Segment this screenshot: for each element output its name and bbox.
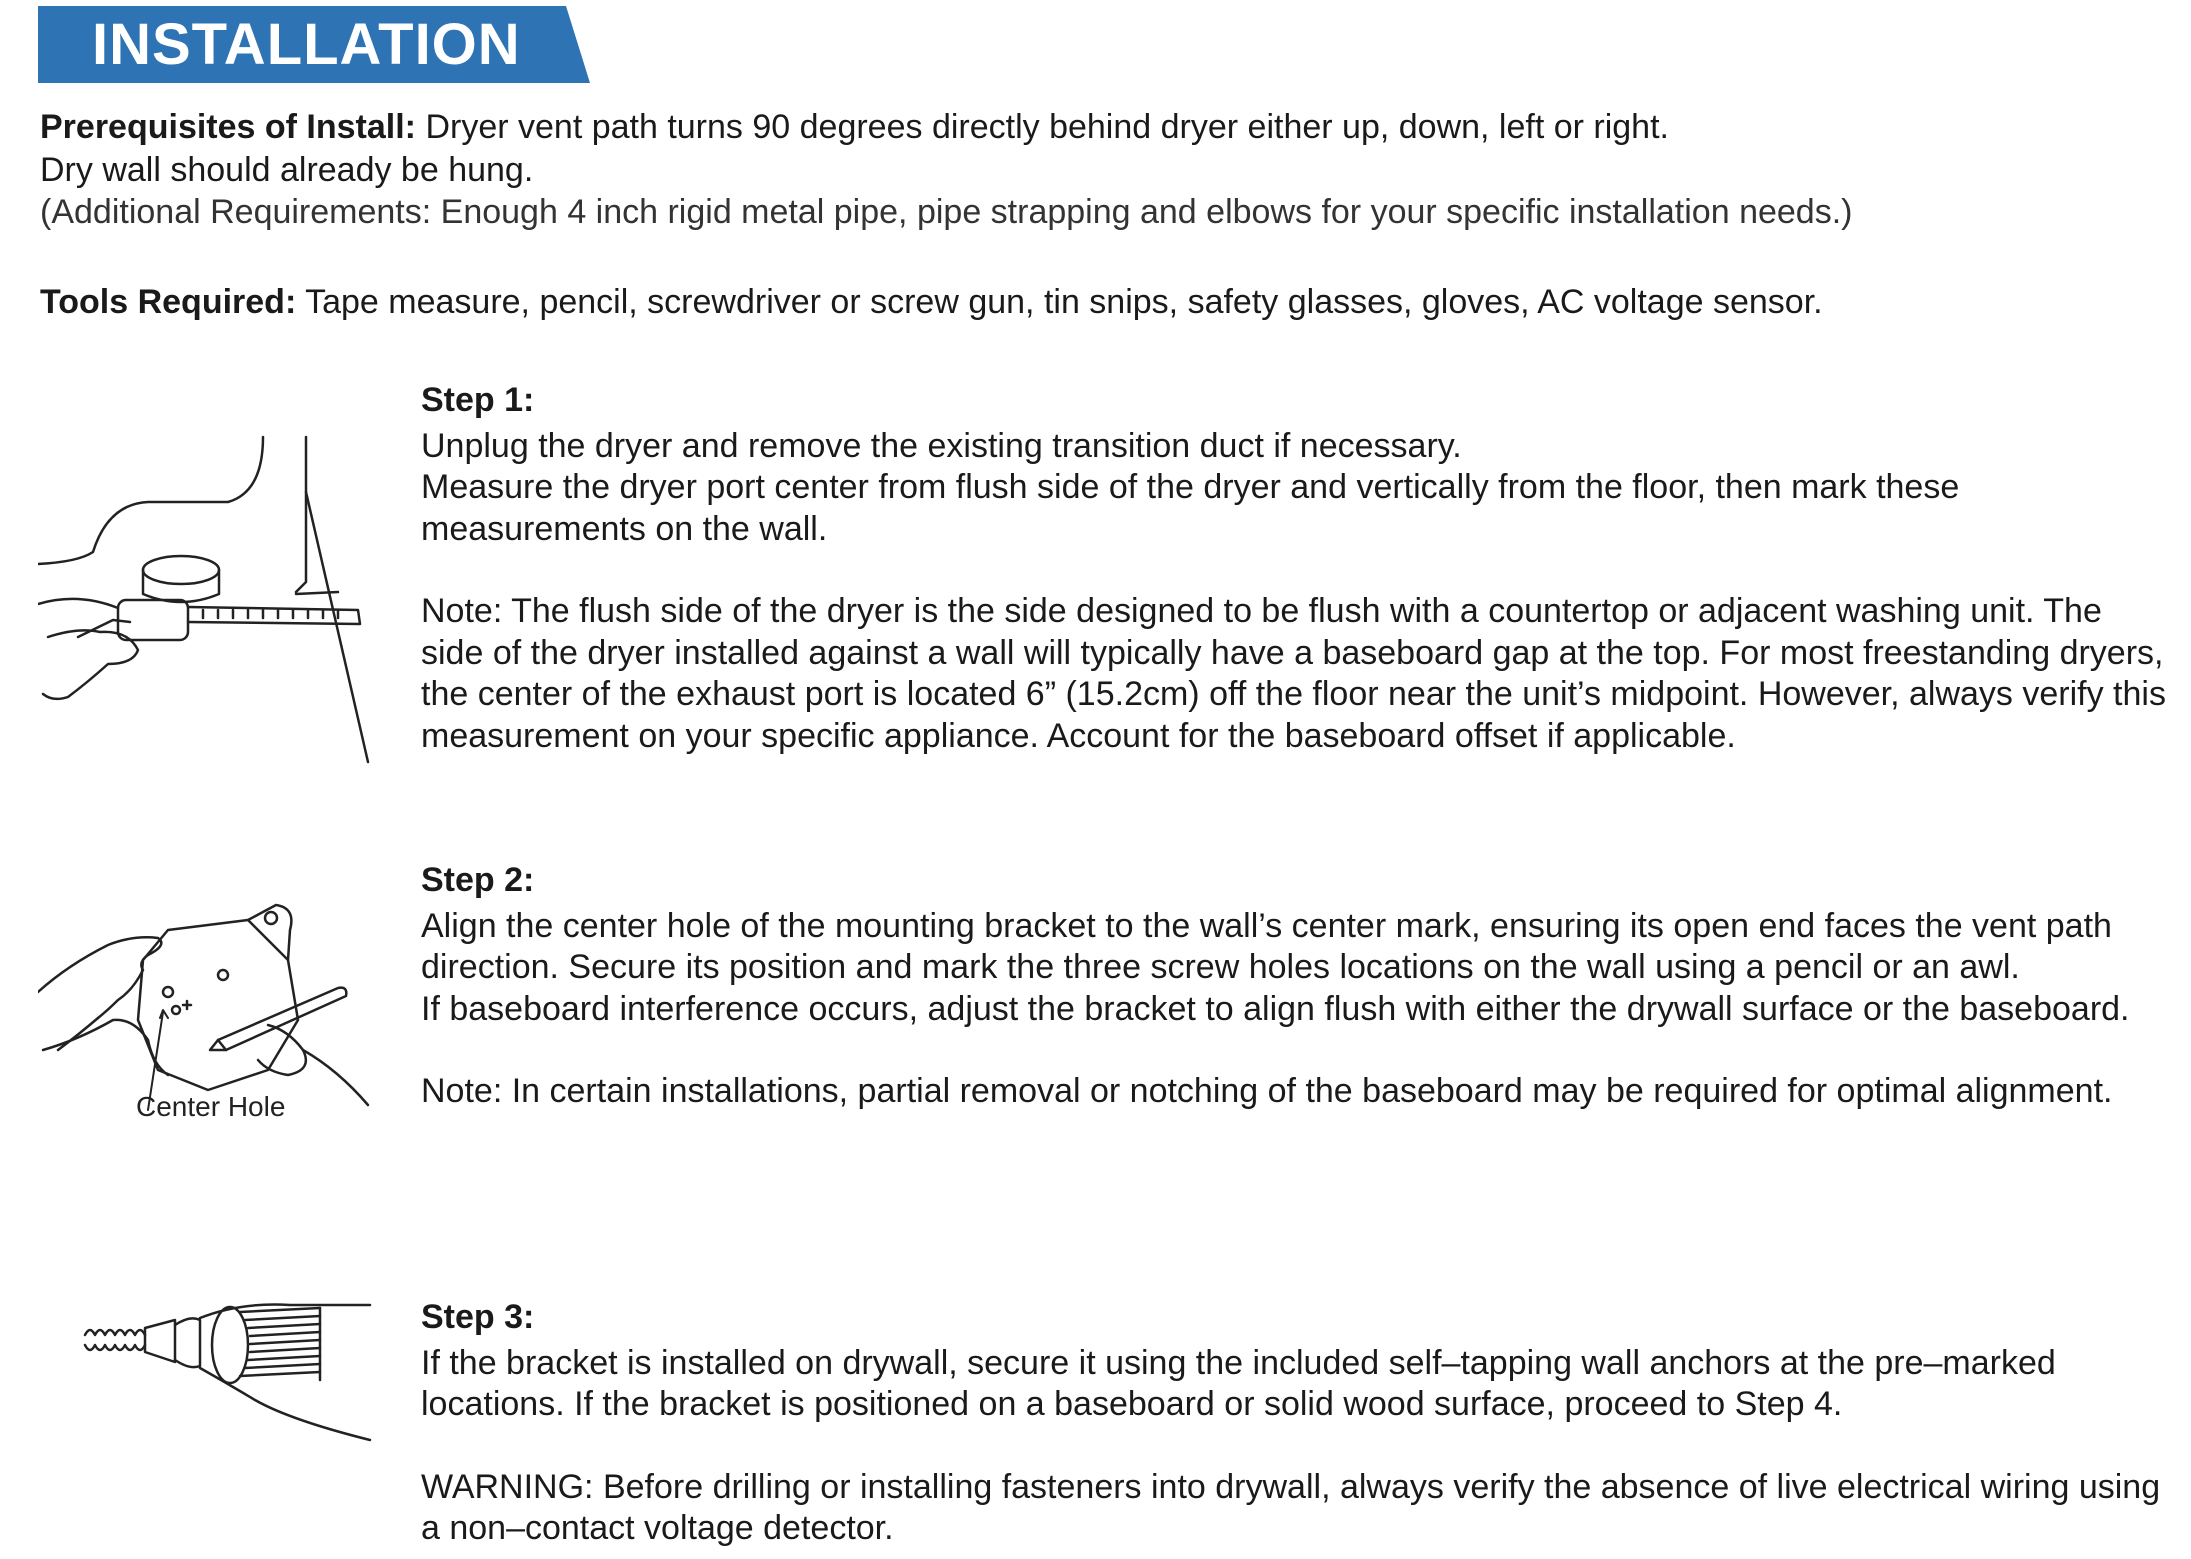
- step-1-line-1: Unplug the dryer and remove the existing transition duct if necessary.: [421, 426, 1462, 465]
- tape-measure-illustration: [38, 432, 378, 767]
- drill-illustration: [80, 1300, 380, 1450]
- step-3-line-1: If the bracket is installed on drywall, secure it using the included self–tapping wall anchors at the pre–marked locations. If the bracket is positioned on a baseboard or solid wood surface, proceed to Step 4.: [421, 1343, 2056, 1423]
- prerequisites-line: [40, 106, 1669, 148]
- tools-label: Tools Required:: [40, 283, 297, 321]
- step-1-line-2: Measure the dryer port center from flush side of the dryer and vertically from the floor, then mark these measurements on the wall.: [421, 468, 1960, 548]
- step-3: [421, 1297, 2171, 1550]
- step-2: [421, 860, 2171, 1113]
- step-3-warning: WARNING: Before drilling or installing fasteners into drywall, always verify the absence of live electrical wiring using a non–contact voltage detector.: [421, 1467, 2161, 1547]
- prerequisites-label: Prerequisites of Install:: [40, 108, 416, 146]
- step-1-title: Step 1:: [421, 381, 535, 419]
- tools-line: [40, 281, 1823, 323]
- step-1-note: Note: The flush side of the dryer is the side designed to be flush with a countertop or adjacent washing unit. The side of the dryer installed against a wall will typically have a baseboard gap at the top. For most freestanding dryers, the center of the exhaust port is located 6” (15.2cm) off the floor near the unit’s midpoint. However, always verify this measurement on your specific appliance. Account for the baseboard offset if applicable.: [421, 592, 2166, 755]
- step-2-line-1: Align the center hole of the mounting bracket to the wall’s center mark, ensuring its open end faces the vent path direction. Secure its position and mark the three screw holes locations on the wall using a pencil or an awl.: [421, 906, 2112, 986]
- step-3-title: Step 3:: [421, 1298, 535, 1336]
- tools-text: Tape measure, pencil, screwdriver or screw gun, tin snips, safety glasses, gloves, AC voltage sensor.: [296, 283, 1823, 321]
- step-2-line-2: If baseboard interference occurs, adjust the bracket to align flush with either the drywall surface or the baseboard.: [421, 989, 2130, 1028]
- step-2-title: Step 2:: [421, 861, 535, 899]
- center-hole-label: Center Hole: [136, 1091, 286, 1122]
- step-1: [421, 380, 2171, 757]
- step-2-note: Note: In certain installations, partial removal or notching of the baseboard may be required for optimal alignment.: [421, 1072, 2113, 1110]
- page-title: INSTALLATION: [92, 12, 521, 77]
- additional-requirements: (Additional Requirements: Enough 4 inch rigid metal pipe, pipe strapping and elbows for your specific installation needs.): [40, 193, 1853, 231]
- prerequisites-text: Dryer vent path turns 90 degrees directly behind dryer either up, down, left or right.: [416, 108, 1669, 146]
- prerequisites-line-2: Dry wall should already be hung.: [40, 151, 534, 189]
